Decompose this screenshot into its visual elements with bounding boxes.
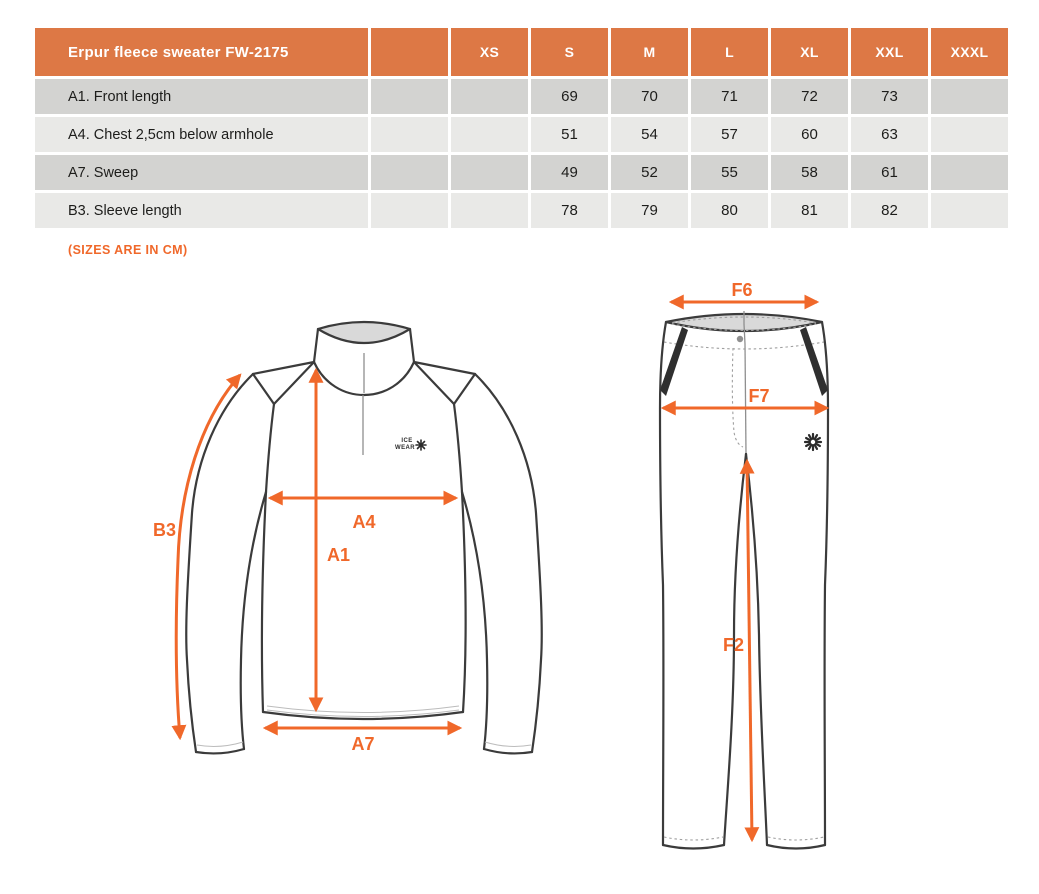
cell-value: 63 <box>851 117 928 152</box>
column-header-blank <box>371 28 448 76</box>
a1-label: A1 <box>327 545 351 565</box>
cell-value <box>451 117 528 152</box>
cell-value: 51 <box>531 117 608 152</box>
column-header-L: L <box>691 28 768 76</box>
cell-value <box>371 117 448 152</box>
icewear-logo <box>395 438 426 451</box>
cell-value: 81 <box>771 193 848 228</box>
cell-value: 49 <box>531 155 608 190</box>
row-label: A4. Chest 2,5cm below armhole <box>35 117 368 152</box>
cell-value: 80 <box>691 193 768 228</box>
column-header-S: S <box>531 28 608 76</box>
cell-value: 52 <box>611 155 688 190</box>
sweater-outline <box>186 322 542 753</box>
f7-label: F7 <box>748 386 770 406</box>
cell-value: 70 <box>611 79 688 114</box>
waist-button <box>737 336 743 342</box>
size-table <box>35 28 1008 228</box>
cell-value: 69 <box>531 79 608 114</box>
logo-snowflake-icon <box>416 440 426 450</box>
cell-value <box>451 193 528 228</box>
cell-value <box>931 193 1008 228</box>
column-header-XXXL: XXXL <box>931 28 1008 76</box>
cell-value: 73 <box>851 79 928 114</box>
logo-text-line2: WEAR <box>395 445 415 451</box>
row-label: B3. Sleeve length <box>35 193 368 228</box>
pants-outline <box>660 311 828 849</box>
cell-value: 71 <box>691 79 768 114</box>
cell-value: 60 <box>771 117 848 152</box>
table-title: Erpur fleece sweater FW-2175 <box>35 28 368 76</box>
logo-text-line1: ICE <box>401 438 413 444</box>
column-header-XL: XL <box>771 28 848 76</box>
cell-value: 72 <box>771 79 848 114</box>
cell-value <box>931 155 1008 190</box>
cell-value <box>371 155 448 190</box>
cell-value <box>371 193 448 228</box>
f2-label: F2 <box>722 635 744 655</box>
a4-label: A4 <box>352 512 376 532</box>
column-header-M: M <box>611 28 688 76</box>
cell-value: 82 <box>851 193 928 228</box>
row-label: A1. Front length <box>35 79 368 114</box>
cell-value: 79 <box>611 193 688 228</box>
pants-snowflake-icon <box>805 434 821 450</box>
column-header-XS: XS <box>451 28 528 76</box>
sweater-measurements <box>153 370 460 754</box>
cell-value: 54 <box>611 117 688 152</box>
f6-label: F6 <box>731 280 753 300</box>
cell-value <box>931 117 1008 152</box>
a7-label: A7 <box>351 734 375 754</box>
row-label: A7. Sweep <box>35 155 368 190</box>
cell-value <box>451 79 528 114</box>
b3-sleeve-arrow <box>176 375 240 738</box>
f2-inseam-arrow <box>747 461 752 840</box>
cell-value: 55 <box>691 155 768 190</box>
cell-value: 61 <box>851 155 928 190</box>
cell-value: 78 <box>531 193 608 228</box>
cell-value: 58 <box>771 155 848 190</box>
column-header-XXL: XXL <box>851 28 928 76</box>
sweater-diagram <box>130 300 580 770</box>
b3-label: B3 <box>153 520 177 540</box>
cell-value: 57 <box>691 117 768 152</box>
units-note: (SIZES ARE IN CM) <box>68 243 188 257</box>
cell-value <box>451 155 528 190</box>
cell-value <box>931 79 1008 114</box>
pants-diagram <box>630 280 890 870</box>
cell-value <box>371 79 448 114</box>
